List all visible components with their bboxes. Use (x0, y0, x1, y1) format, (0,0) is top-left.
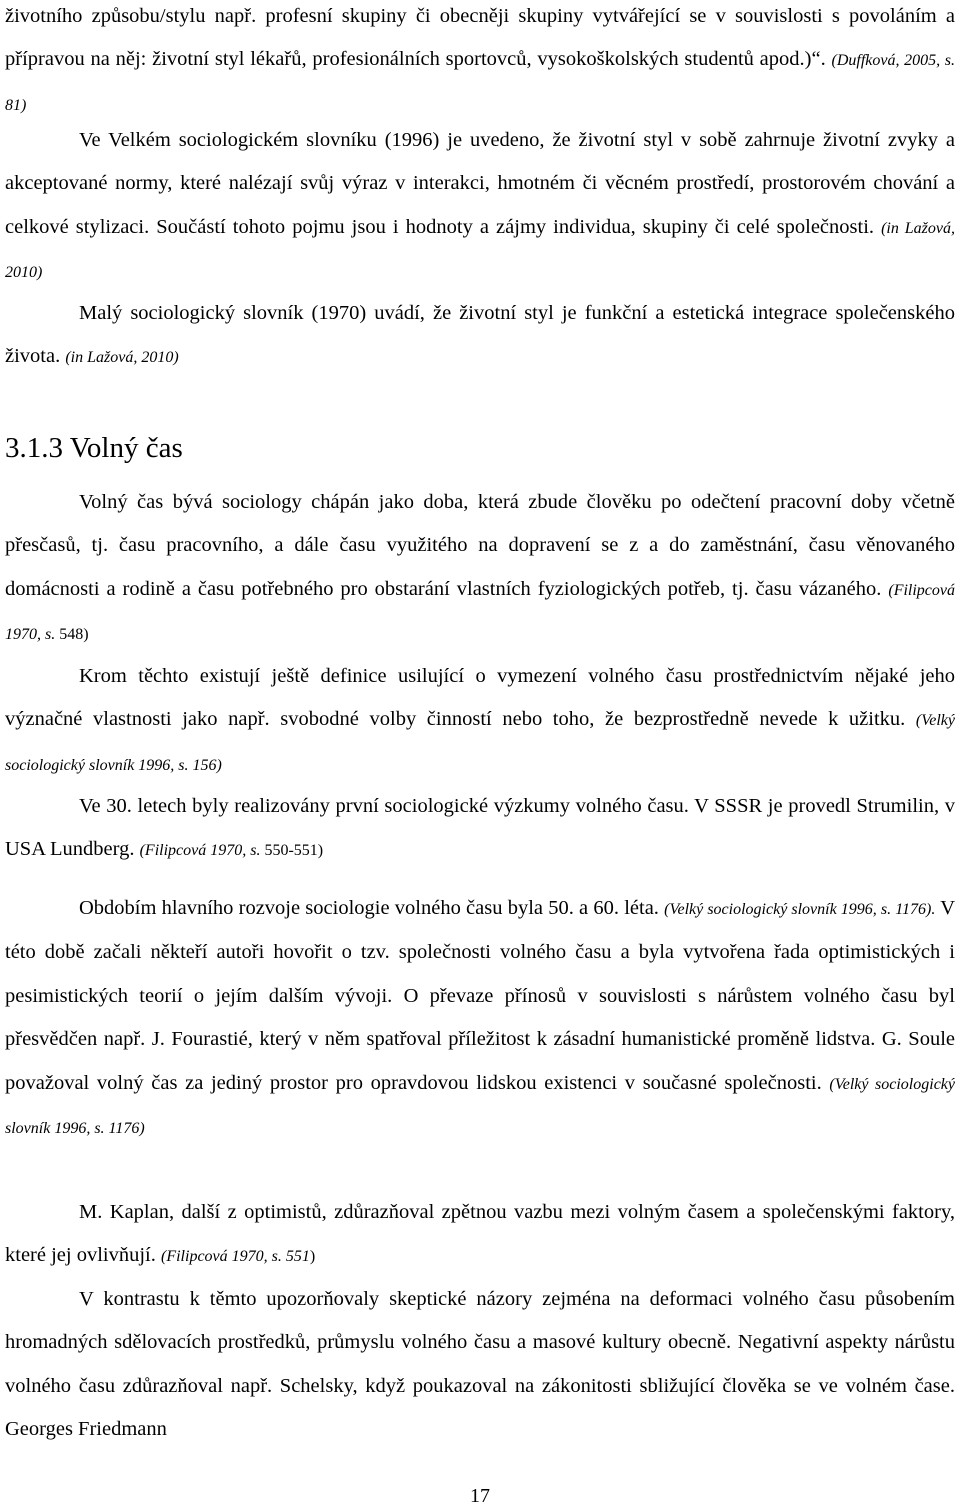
paragraph-text: Krom těchto existují ještě definice usilující o vymezení volného času prostřednictvím nějaké jeho význačné vlastnosti jako např. svobodné volby činností nebo toho, že bezprostředně nevede k užitku. (5, 665, 955, 731)
paragraph-maly-slovnik (5, 292, 955, 380)
paragraph-30-leta (5, 785, 955, 873)
citation: (Filipcová 1970, s. (139, 842, 265, 860)
paragraph-obdobim-rozvoje (5, 887, 955, 1150)
paragraph-text: Ve 30. letech byly realizovány první sociologické výzkumy volného času. V SSSR je provedl Strumilin, v USA Lundberg. (5, 795, 955, 861)
paragraph-krom-techto (5, 655, 955, 787)
citation-end: 550-551) (264, 842, 324, 860)
citation: (Velký sociologický slovník 1996, s. 156) (5, 712, 955, 774)
paragraph-text: M. Kaplan, další z optimistů, zdůrazňoval zpětnou vazbu mezi volným časem a společenskými faktory, které jej ovlivňují. (5, 1201, 955, 1267)
paragraph-text: Ve Velkém sociologickém slovníku (1996) je uvedeno, že životní styl v sobě zahrnuje životní zvyky a akceptované normy, které nalézají svůj výraz v interakci, hmotném či věcném prostředí, prostorovém chování a celkové stylizaci. Součástí tohoto pojmu jsou i hodnoty a zájmy individua, skupiny či celé společnosti. (5, 129, 955, 238)
citation: (in Lažová, 2010) (5, 219, 956, 282)
paragraph-velky-slovnik (5, 119, 955, 295)
citation: (in Lažová, 2010) (65, 349, 179, 367)
paragraph-text: V této době začali někteří autoři hovořit o tzv. společnosti volného času a byla vytvořena řada optimistických i pesimistických teorií o jejím dalším vývoji. O převaze přínosů v souvislosti s nárůstem volného času byl přesvědčen např. J. Fourastié, který v něm spatřoval příležitost k zásadní humanistické proměně lidstva. G. Soule považoval volný čas za jediný prostor pro opravdovou lidskou existenci v současné společnosti. (5, 897, 956, 1094)
paragraph-lifestyle-continuation (5, 0, 955, 127)
section-heading: 3.1.3 Volný čas (5, 432, 183, 464)
paragraph-volny-cas-definition (5, 481, 955, 657)
page-number: 17 (470, 1485, 490, 1507)
paragraph-text: V kontrastu k těmto upozorňovaly skeptické názory zejména na deformaci volného času působením hromadných sdělovacích prostředků, průmyslu volného času a masové kultury obecně. Negativní aspekty nárůstu volného času zdůrazňoval např. Schelsky, když poukazoval na zákonitosti sbližující člověka se ve volném čase. Georges Friedmann (5, 1288, 955, 1441)
paragraph-text: Obdobím hlavního rozvoje sociologie volného času byla 50. a 60. léta. (79, 897, 665, 919)
paragraph-text: Malý sociologický slovník (1970) uvádí, že životní styl je funkční a estetická integrace společenského života. (5, 302, 955, 368)
citation: (Filipcová 1970, s. 551 (161, 1248, 310, 1266)
paragraph-text: Volný čas bývá sociology chápán jako doba, která zbude člověku po odečtení pracovní doby včetně přesčasů, tj. času pracovního, a dále času využitého na dopravení se z a do zaměstnání, času věnovaného domácnosti a rodině a času potřebného pro obstarání vlastních fyziologických potřeb, tj. času vázaného. (5, 491, 955, 600)
citation: (Velký sociologický slovník 1996, s. 1176) (5, 1075, 955, 1138)
paragraph-text: životního způsobu/stylu např. profesní skupiny či obecněji skupiny vytvářející se v souvislosti s povoláním a přípravou na něj: životní styl lékařů, profesionálních sportovců, vysokoškolských studentů apod.)“. (5, 5, 955, 71)
citation: (Velký sociologický slovník 1996, s. 1176). (664, 901, 936, 918)
paragraph-kontrast (5, 1278, 955, 1452)
citation-end: ) (309, 1248, 316, 1266)
citation: (Duffková, 2005, s. 81) (5, 52, 955, 114)
citation: (Filipcová 1970, s. (5, 581, 955, 644)
paragraph-kaplan (5, 1191, 955, 1279)
citation-end: 548) (59, 626, 89, 644)
